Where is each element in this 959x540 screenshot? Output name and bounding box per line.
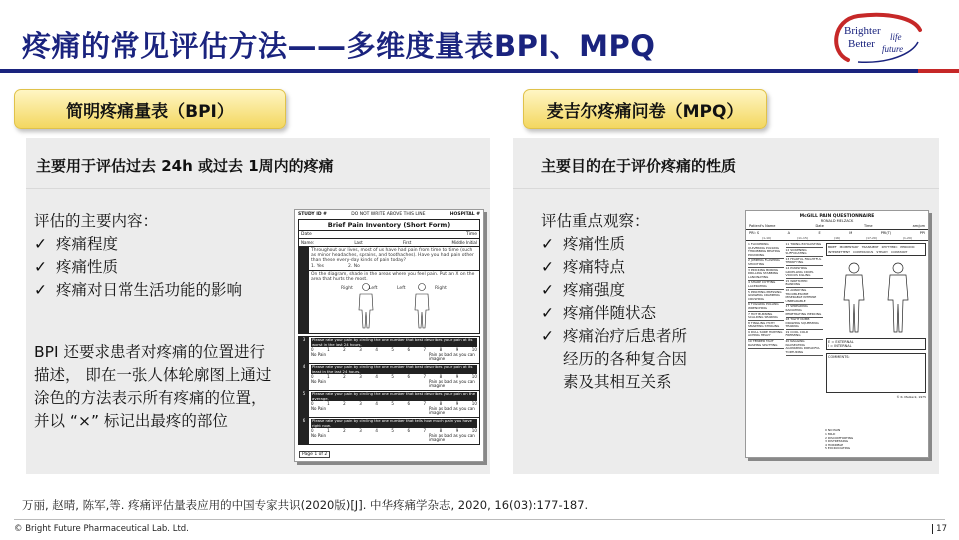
bpi-form-scale-number: 9 bbox=[455, 347, 459, 353]
bpi-form-option: 2. No bbox=[348, 264, 360, 269]
mpq-ppi-level: 5 EXCRUCIATING bbox=[825, 446, 851, 451]
bpi-form-hospital: HOSPITAL # bbox=[449, 212, 480, 217]
bpi-form-scale-number: 8 bbox=[439, 428, 443, 434]
mpq-descriptor-group: 9 DULL SORE HURTING ACHING HEAVY bbox=[748, 331, 784, 340]
bpi-description-line: BPI 还要求患者对疼痛的位置进行 bbox=[34, 343, 265, 361]
bpi-form-scale-number: 4 bbox=[375, 428, 378, 434]
bpi-item: ✓ 疼痛对日常生活功能的影响 bbox=[34, 279, 242, 302]
bpi-form-header-note: DO NOT WRITE ABOVE THIS LINE bbox=[351, 212, 426, 217]
title-underline bbox=[0, 69, 918, 73]
bpi-form-side-label: Right bbox=[341, 286, 353, 291]
mpq-descriptor-group: 10 TENDER TAUT RASPING SPLITTING bbox=[748, 340, 784, 349]
mpq-form-legend: E = EXTERNAL bbox=[828, 340, 854, 344]
bpi-form-question-number: 3 bbox=[299, 337, 309, 363]
mpq-descriptor-group: 6 TUGGING PULLING WRENCHING bbox=[748, 303, 784, 312]
mpq-item: ✓ 疼痛治疗后患者所 bbox=[541, 325, 687, 348]
bpi-description-line: 描述， 即在一张人体轮廓图上通过 bbox=[34, 366, 272, 384]
mpq-descriptor-group: 13 FEARFUL FRIGHTFUL TERRIFYING bbox=[786, 258, 823, 267]
mpq-item: ✓ 疼痛伴随状态 bbox=[541, 302, 687, 325]
mpq-time-term: STEADY bbox=[876, 250, 888, 254]
mpq-form-copyright: © R. Melzack, 1975 bbox=[896, 395, 926, 399]
mpq-ppi-level: 0 NO PAIN bbox=[825, 428, 841, 433]
bpi-form-scale-number: 9 bbox=[455, 374, 459, 380]
bpi-form-scale-question: Please rate your pain by circling the one number that best describes your pain on the average. bbox=[312, 390, 476, 401]
mpq-time-term: INTERMITTENT bbox=[828, 250, 850, 254]
bpi-form-scale-row bbox=[299, 337, 479, 364]
bpi-form-scale-number: 7 bbox=[423, 401, 427, 407]
bpi-form-scale-number: 10 bbox=[471, 374, 477, 380]
bpi-form-scale-number: 3 bbox=[359, 401, 362, 407]
mpq-descriptor-group: 8 TINGLING ITCHY SMARTING STINGING bbox=[748, 322, 784, 331]
mpq-form-range: (1-10) bbox=[761, 236, 772, 240]
bpi-intro: 评估的主要内容： bbox=[34, 212, 159, 230]
logo-text-brighter: Brighter bbox=[844, 25, 881, 37]
mpq-ppi-level: 1 MILD bbox=[825, 432, 836, 437]
bpi-description bbox=[34, 341, 271, 433]
page-number: 17 bbox=[932, 524, 947, 534]
bpi-form-scale-number: 6 bbox=[407, 401, 411, 407]
footer-copyright: © Bright Future Pharmaceutical Lab. Ltd. bbox=[14, 524, 189, 534]
mpq-form-range: (17-20) bbox=[865, 236, 878, 240]
mpq-form-comments: COMMENTS: bbox=[826, 353, 926, 393]
bpi-form-q1: Throughout our lives, most of us have had pain from time to time (such as minor headaches, sprains, and toothaches). Have you had pain other than these every-day kinds of pain today? bbox=[311, 248, 474, 263]
bpi-form-scale-number: 3 bbox=[359, 428, 362, 434]
bpi-form-scale-number: 5 bbox=[391, 401, 394, 407]
bpi-form-date: Date bbox=[301, 232, 312, 237]
bpi-form-anchor: No Pain bbox=[311, 378, 327, 384]
bpi-form-scale-number: 5 bbox=[391, 347, 394, 353]
mpq-subheading: 主要目的在于评价疼痛的性质 bbox=[541, 157, 737, 175]
bpi-description-line: 涂色的方法表示所有疼痛的位置， bbox=[34, 389, 267, 407]
bpi-form-name-field: Last bbox=[354, 240, 363, 245]
bpi-form-scale-number: 9 bbox=[455, 428, 459, 434]
mpq-form-index: A bbox=[787, 231, 790, 235]
bpi-form-option: 1. Yes bbox=[311, 264, 324, 269]
mpq-form-range: (16) bbox=[833, 236, 841, 240]
bpi-divider bbox=[26, 188, 490, 189]
mpq-descriptor-group: 17 SPREADING RADIATING PENETRATING PIERCING bbox=[786, 305, 823, 317]
bpi-description-line: 并以 “×” 标记出最疼的部位 bbox=[34, 412, 228, 430]
mpq-form-patient: Patient's Name bbox=[749, 224, 776, 228]
bpi-form-scale-number: 8 bbox=[439, 347, 443, 353]
bpi-form-scale-number: 0 bbox=[311, 374, 314, 380]
mpq-descriptor-group: 14 PUNISHING GRUELLING CRUEL VICIOUS KILLING bbox=[786, 267, 823, 279]
bpi-form-scale-number: 1 bbox=[327, 347, 330, 353]
mpq-ppi-level: 3 DISTRESSING bbox=[825, 439, 849, 444]
bpi-form-scale-number: 5 bbox=[391, 374, 394, 380]
bpi-form-scale-number: 6 bbox=[407, 347, 411, 353]
bpi-form-time: Time bbox=[465, 232, 477, 237]
mpq-form-title: McGILL PAIN QUESTIONNAIRE bbox=[799, 214, 875, 219]
bpi-form-scale-number: 1 bbox=[327, 428, 330, 434]
mpq-descriptor-group: 5 PINCHING PRESSING GNAWING CRAMPING CRUSHING bbox=[748, 291, 784, 303]
mpq-item: ✓ 疼痛性质 bbox=[541, 233, 687, 256]
bpi-form-scale-number: 7 bbox=[423, 428, 427, 434]
mpq-tab-label: 麦吉尔疼痛问卷（MPQ） bbox=[523, 89, 767, 129]
bpi-form-scale-question: Please rate your pain by circling the one number that best describes your pain at its worst in the last 24 hours. bbox=[311, 338, 477, 347]
mpq-descriptor-group: 7 HOT BURNING SCALDING SEARING bbox=[748, 313, 784, 322]
logo-text-life: life bbox=[890, 32, 902, 42]
bpi-form-scale-number: 0 bbox=[311, 401, 314, 407]
bpi-tab-label: 简明疼痛量表（BPI） bbox=[14, 89, 286, 129]
bpi-form-anchor: No Pain bbox=[311, 351, 327, 357]
mpq-form-ampm: am/pm bbox=[912, 224, 925, 228]
mpq-form-author: RONALD MELZACK bbox=[820, 219, 854, 223]
bpi-form-scale-row bbox=[299, 418, 479, 445]
bpi-item: ✓ 疼痛程度 bbox=[34, 233, 242, 256]
mpq-item-continued: 经历的各种复合因 bbox=[563, 350, 688, 368]
bpi-form-scale-number: 3 bbox=[359, 347, 362, 353]
bpi-form-side-label: Left bbox=[369, 286, 378, 291]
bpi-form-scale-number: 5 bbox=[391, 428, 394, 434]
mpq-form-legend: I = INTERNAL bbox=[828, 344, 852, 348]
bpi-item: ✓ 疼痛性质 bbox=[34, 256, 242, 279]
bpi-form-scale-number: 7 bbox=[423, 374, 427, 380]
mpq-descriptor-group: 2 JUMPING FLASHING SHOOTING bbox=[748, 259, 784, 268]
mpq-content-list bbox=[541, 210, 687, 394]
bpi-form-study-id: STUDY ID # bbox=[298, 212, 327, 217]
mpq-descriptor-group: 1 FLICKERING QUIVERING PULSING THROBBING BEATING POUNDING bbox=[748, 243, 784, 259]
mpq-time-term: CONSTANT bbox=[891, 250, 908, 254]
bpi-form-side-label: Right bbox=[435, 286, 447, 291]
body-front-icon bbox=[355, 282, 377, 332]
bpi-form-scale-number: 6 bbox=[407, 428, 411, 434]
bpi-form-scale-number: 2 bbox=[343, 347, 346, 353]
logo-text-future: future bbox=[882, 44, 904, 54]
bpi-form-name-field: First bbox=[402, 240, 412, 245]
bpi-form-scale-number: 0 bbox=[311, 428, 314, 434]
mpq-form-time: Time bbox=[863, 224, 873, 228]
bpi-form-title: Brief Pain Inventory (Short Form) bbox=[299, 220, 479, 231]
mpq-divider bbox=[513, 188, 939, 189]
bpi-form-page: Page 1 of 2 bbox=[299, 451, 330, 458]
bpi-form-scale-number: 10 bbox=[471, 428, 477, 434]
bpi-form-scale-row bbox=[299, 391, 479, 418]
bpi-form-scale-number: 8 bbox=[439, 374, 443, 380]
mpq-descriptor-group: 16 ANNOYING TROUBLESOME MISERABLE INTENSE UNBEARABLE bbox=[786, 289, 823, 305]
bpi-form-name: Name: bbox=[301, 240, 315, 245]
bpi-form-scale-number: 2 bbox=[343, 401, 346, 407]
mpq-time-term: TRANSIENT bbox=[861, 245, 879, 249]
mpq-item: ✓ 疼痛强度 bbox=[541, 279, 687, 302]
bpi-form-scale-number: 6 bbox=[407, 374, 411, 380]
body-back-icon bbox=[411, 282, 433, 332]
mpq-time-term: PERIODIC bbox=[900, 245, 915, 249]
bpi-form-name-field: Middle Initial bbox=[451, 240, 477, 245]
mpq-descriptor-group: 11 TIRING EXHAUSTING bbox=[786, 243, 823, 248]
mpq-intro: 评估重点观察： bbox=[541, 212, 650, 230]
bpi-form-q2: On the diagram, shade in the areas where you feel pain. Put an X on the area that hurts the most. bbox=[311, 272, 475, 282]
bpi-form-question-number: 4 bbox=[299, 364, 309, 390]
mpq-form-index: M bbox=[849, 231, 853, 235]
bpi-form-scale-number: 9 bbox=[455, 401, 459, 407]
bpi-form-scale-number: 10 bbox=[471, 347, 477, 353]
bpi-form-scale-number: 8 bbox=[439, 401, 443, 407]
mpq-form-date: Date bbox=[815, 224, 824, 228]
mpq-time-term: MOMENTARY bbox=[839, 245, 859, 249]
title-underline-accent bbox=[918, 69, 959, 73]
bpi-form-scale-number: 0 bbox=[311, 347, 314, 353]
bpi-form-scale-row bbox=[299, 364, 479, 391]
reference-citation: 万丽, 赵晴, 陈军,等. 疼痛评估量表应用的中国专家共识(2020版)[J]. 中华疼痛学杂志, 2020, 16(03):177-187. bbox=[22, 498, 589, 512]
bpi-form-side-label: Left bbox=[397, 286, 406, 291]
mpq-form-index: PRI: S bbox=[749, 231, 760, 235]
mpq-form-index: PPI bbox=[919, 231, 925, 235]
bpi-form-scale-question: Please rate your pain by circling the one number that best describes your pain at its least in the last 24 hours. bbox=[311, 365, 477, 374]
footer-divider bbox=[14, 519, 945, 520]
bpi-subheading: 主要用于评估过去 24h 或过去 1周内的疼痛 bbox=[36, 157, 334, 175]
bpi-form-scale-number: 1 bbox=[327, 374, 330, 380]
mpq-body-diagram bbox=[826, 258, 926, 338]
bpi-form-anchor: No Pain bbox=[311, 432, 327, 438]
bpi-form-scale-number: 3 bbox=[359, 374, 362, 380]
bpi-form-anchor: Pain as bad as you can imagine bbox=[429, 351, 475, 362]
bpi-form-scale-number: 4 bbox=[375, 401, 378, 407]
bpi-form-scale-number: 2 bbox=[343, 374, 346, 380]
bpi-form-scale-number: 10 bbox=[471, 401, 477, 407]
bpi-form-question-number: 6 bbox=[299, 418, 309, 444]
mpq-item: ✓ 疼痛特点 bbox=[541, 256, 687, 279]
page-title: 疼痛的常见评估方法——多维度量表BPI、MPQ bbox=[22, 29, 656, 63]
mpq-descriptor-group: 19 COOL COLD FREEZING bbox=[786, 331, 823, 340]
mpq-form-index: E bbox=[818, 231, 821, 235]
mpq-descriptor-group: 18 TIGHT NUMB DRAWING SQUEEZING TEARING bbox=[786, 318, 823, 330]
mpq-descriptor-group: 3 PRICKING BORING DRILLING STABBING LANCINATING bbox=[748, 269, 784, 281]
bpi-form-scale-number: 4 bbox=[375, 374, 378, 380]
mpq-form-index: PRI(T) bbox=[880, 231, 892, 235]
bpi-form-scale-number: 2 bbox=[343, 428, 346, 434]
mpq-descriptor-group: 20 NAGGING NAUSEATING AGONIZING DREADFUL TORTURING bbox=[786, 340, 823, 356]
bpi-content-list bbox=[34, 210, 242, 302]
bpi-form-question-number: 5 bbox=[299, 391, 309, 417]
bpi-form-scale-number: 1 bbox=[327, 401, 330, 407]
company-logo bbox=[828, 12, 924, 64]
mpq-descriptor-group: 4 SHARP CUTTING LACERATING bbox=[748, 281, 784, 290]
bpi-form-anchor: Pain as bad as you can imagine bbox=[429, 405, 475, 416]
bpi-form-image bbox=[294, 209, 484, 462]
bpi-form-anchor: Pain as bad as you can imagine bbox=[429, 432, 475, 443]
mpq-descriptor-group: 15 WRETCHED BLINDING bbox=[786, 280, 823, 289]
mpq-time-term: RHYTHMIC bbox=[881, 245, 898, 249]
mpq-time-term: CONTINUOUS bbox=[853, 250, 874, 254]
mpq-form-image bbox=[745, 210, 929, 458]
mpq-item-continued: 素及其相互关系 bbox=[563, 373, 672, 391]
mpq-time-term: BRIEF bbox=[828, 245, 837, 249]
mpq-descriptor-group: 12 SICKENING SUFFOCATING bbox=[786, 249, 823, 258]
bpi-form-scale-question: Please rate your pain by circling the one number that tells how much pain you have right now. bbox=[311, 419, 477, 428]
logo-text-better: Better bbox=[848, 38, 875, 50]
bpi-form-scale-number: 7 bbox=[423, 347, 427, 353]
mpq-form-range: (1-20) bbox=[902, 236, 913, 240]
mpq-form-range: (11-15) bbox=[796, 236, 809, 240]
bpi-form-anchor: No Pain bbox=[311, 405, 327, 411]
bpi-form-scale-number: 4 bbox=[375, 347, 378, 353]
mpq-ppi-level: 4 HORRIBLE bbox=[825, 442, 844, 447]
bpi-form-anchor: Pain as bad as you can imagine bbox=[429, 378, 475, 389]
mpq-ppi-level: 2 DISCOMFORTING bbox=[825, 435, 854, 440]
